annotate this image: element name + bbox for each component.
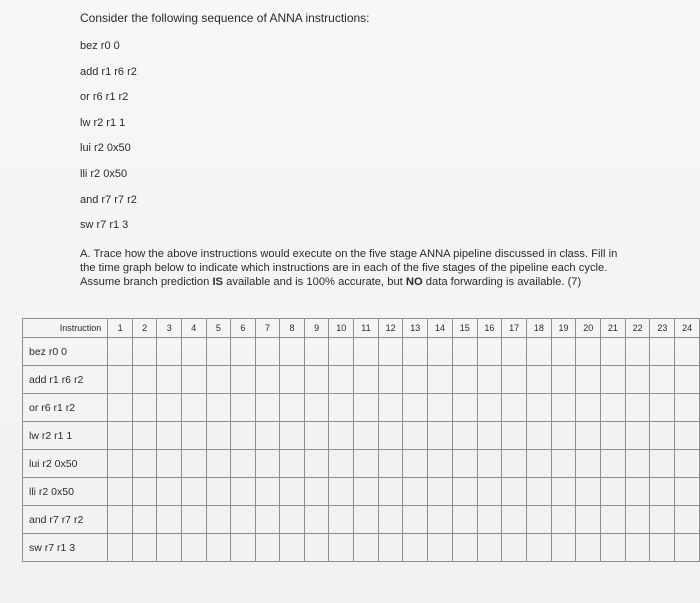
- question-is-bold: IS: [212, 275, 224, 288]
- instruction-line: lw r2 r1 1: [80, 116, 126, 129]
- cycle-header: 19: [551, 319, 576, 338]
- row-instruction-label: add r1 r6 r2: [23, 366, 108, 394]
- stage-cell[interactable]: [650, 394, 675, 422]
- stage-cell[interactable]: [428, 338, 453, 366]
- stage-cell[interactable]: [132, 394, 157, 422]
- table-row: [23, 506, 700, 534]
- stage-cell[interactable]: [452, 338, 477, 366]
- stage-cell[interactable]: [502, 534, 527, 562]
- stage-cell[interactable]: [108, 506, 133, 534]
- cycle-header: 11: [354, 319, 379, 338]
- stage-cell[interactable]: [650, 422, 675, 450]
- stage-cell[interactable]: [280, 338, 305, 366]
- cycle-header: 12: [378, 319, 403, 338]
- stage-cell[interactable]: [206, 478, 231, 506]
- stage-cell[interactable]: [502, 422, 527, 450]
- row-instruction-label: bez r0 0: [23, 338, 108, 366]
- stage-cell[interactable]: [576, 366, 601, 394]
- stage-cell[interactable]: [280, 366, 305, 394]
- stage-cell[interactable]: [255, 366, 280, 394]
- stage-cell[interactable]: [477, 422, 502, 450]
- stage-cell[interactable]: [625, 366, 650, 394]
- stage-cell[interactable]: [304, 394, 329, 422]
- stage-cell[interactable]: [255, 506, 280, 534]
- stage-cell[interactable]: [452, 366, 477, 394]
- stage-cell[interactable]: [601, 506, 626, 534]
- stage-cell[interactable]: [354, 534, 379, 562]
- stage-cell[interactable]: [304, 478, 329, 506]
- stage-cell[interactable]: [452, 450, 477, 478]
- stage-cell[interactable]: [132, 534, 157, 562]
- row-instruction-label: or r6 r1 r2: [23, 394, 108, 422]
- stage-cell[interactable]: [329, 338, 354, 366]
- stage-cell[interactable]: [526, 422, 551, 450]
- stage-cell[interactable]: [625, 478, 650, 506]
- stage-cell[interactable]: [551, 478, 576, 506]
- stage-cell[interactable]: [452, 506, 477, 534]
- stage-cell[interactable]: [403, 394, 428, 422]
- cycle-header: 7: [255, 319, 280, 338]
- stage-cell[interactable]: [157, 422, 182, 450]
- stage-cell[interactable]: [132, 366, 157, 394]
- stage-cell[interactable]: [132, 450, 157, 478]
- cycle-header: 13: [403, 319, 428, 338]
- stage-cell[interactable]: [304, 450, 329, 478]
- stage-cell[interactable]: [108, 534, 133, 562]
- stage-cell[interactable]: [576, 422, 601, 450]
- stage-cell[interactable]: [378, 534, 403, 562]
- stage-cell[interactable]: [601, 338, 626, 366]
- stage-cell[interactable]: [329, 394, 354, 422]
- instruction-line: lui r2 0x50: [80, 142, 131, 155]
- stage-cell[interactable]: [280, 394, 305, 422]
- stage-cell[interactable]: [304, 506, 329, 534]
- stage-cell[interactable]: [280, 422, 305, 450]
- stage-cell[interactable]: [255, 450, 280, 478]
- cycle-header: 8: [280, 319, 305, 338]
- stage-cell[interactable]: [378, 450, 403, 478]
- cycle-header: 17: [502, 319, 527, 338]
- stage-cell[interactable]: [576, 478, 601, 506]
- stage-cell[interactable]: [551, 534, 576, 562]
- stage-cell[interactable]: [157, 506, 182, 534]
- stage-cell[interactable]: [132, 478, 157, 506]
- stage-cell[interactable]: [231, 478, 256, 506]
- question-end: data forwarding is available. (7): [422, 275, 582, 288]
- stage-cell[interactable]: [231, 506, 256, 534]
- stage-cell[interactable]: [255, 422, 280, 450]
- stage-cell[interactable]: [477, 450, 502, 478]
- row-instruction-label: lw r2 r1 1: [23, 422, 108, 450]
- intro-text: Consider the following sequence of ANNA instructions:: [80, 11, 370, 25]
- stage-cell[interactable]: [231, 338, 256, 366]
- stage-cell[interactable]: [206, 534, 231, 562]
- stage-cell[interactable]: [329, 478, 354, 506]
- row-instruction-label: lui r2 0x50: [23, 450, 108, 478]
- stage-cell[interactable]: [452, 534, 477, 562]
- stage-cell[interactable]: [403, 450, 428, 478]
- stage-cell[interactable]: [477, 506, 502, 534]
- stage-cell[interactable]: [625, 338, 650, 366]
- stage-cell[interactable]: [650, 450, 675, 478]
- stage-cell[interactable]: [329, 450, 354, 478]
- stage-cell[interactable]: [255, 478, 280, 506]
- stage-cell[interactable]: [576, 506, 601, 534]
- stage-cell[interactable]: [452, 422, 477, 450]
- stage-cell[interactable]: [526, 338, 551, 366]
- question-no-bold: NO: [405, 275, 423, 288]
- cycle-header: 14: [428, 319, 453, 338]
- pipeline-table: [22, 318, 700, 562]
- cycle-header: 2: [132, 319, 157, 338]
- stage-cell[interactable]: [428, 506, 453, 534]
- stage-cell[interactable]: [231, 534, 256, 562]
- stage-cell[interactable]: [452, 478, 477, 506]
- stage-cell[interactable]: [329, 506, 354, 534]
- stage-cell[interactable]: [576, 338, 601, 366]
- stage-cell[interactable]: [403, 338, 428, 366]
- stage-cell[interactable]: [231, 450, 256, 478]
- stage-cell[interactable]: [231, 422, 256, 450]
- stage-cell[interactable]: [206, 366, 231, 394]
- stage-cell[interactable]: [428, 478, 453, 506]
- stage-cell[interactable]: [502, 450, 527, 478]
- stage-cell[interactable]: [329, 366, 354, 394]
- stage-cell[interactable]: [378, 422, 403, 450]
- stage-cell[interactable]: [675, 534, 700, 562]
- stage-cell[interactable]: [403, 478, 428, 506]
- stage-cell[interactable]: [157, 534, 182, 562]
- instruction-line: add r1 r6 r2: [80, 65, 137, 78]
- stage-cell[interactable]: [625, 394, 650, 422]
- stage-cell[interactable]: [157, 338, 182, 366]
- stage-cell[interactable]: [625, 534, 650, 562]
- cycle-header: 24: [675, 319, 700, 338]
- table-row: [23, 534, 700, 562]
- stage-cell[interactable]: [675, 422, 700, 450]
- question-part: A. Trace how the above instructions would execute on the five stage ANNA pipeline discussed in class. Fill in the time graph below to indicate which instructions are in each of the five stages of the pipeline each cycle. Assume branch prediction: [80, 248, 618, 288]
- cycle-header: 22: [625, 319, 650, 338]
- cycle-header: 10: [329, 319, 354, 338]
- instruction-line: lli r2 0x50: [80, 167, 128, 180]
- stage-cell[interactable]: [378, 506, 403, 534]
- question-text: [80, 248, 620, 289]
- row-instruction-label: sw r7 r1 3: [23, 534, 108, 562]
- stage-cell[interactable]: [182, 394, 207, 422]
- header-row: [23, 319, 700, 338]
- cycle-header: 15: [452, 319, 477, 338]
- stage-cell[interactable]: [477, 394, 502, 422]
- stage-cell[interactable]: [206, 422, 231, 450]
- stage-cell[interactable]: [329, 534, 354, 562]
- stage-cell[interactable]: [650, 366, 675, 394]
- stage-cell[interactable]: [280, 450, 305, 478]
- stage-cell[interactable]: [601, 366, 626, 394]
- stage-cell[interactable]: [428, 366, 453, 394]
- pipeline-time-graph: [22, 318, 700, 562]
- stage-cell[interactable]: [157, 450, 182, 478]
- stage-cell[interactable]: [132, 338, 157, 366]
- stage-cell[interactable]: [132, 506, 157, 534]
- cycle-header: 20: [576, 319, 601, 338]
- cycle-header: 5: [206, 319, 231, 338]
- stage-cell[interactable]: [675, 394, 700, 422]
- stage-cell[interactable]: [551, 338, 576, 366]
- stage-cell[interactable]: [182, 506, 207, 534]
- stage-cell[interactable]: [428, 422, 453, 450]
- row-instruction-label: and r7 r7 r2: [23, 506, 108, 534]
- instruction-line: sw r7 r1 3: [80, 219, 129, 232]
- stage-cell[interactable]: [551, 422, 576, 450]
- stage-cell[interactable]: [601, 478, 626, 506]
- stage-cell[interactable]: [576, 534, 601, 562]
- stage-cell[interactable]: [650, 534, 675, 562]
- stage-cell[interactable]: [477, 478, 502, 506]
- stage-cell[interactable]: [182, 338, 207, 366]
- stage-cell[interactable]: [477, 534, 502, 562]
- stage-cell[interactable]: [551, 394, 576, 422]
- stage-cell[interactable]: [428, 450, 453, 478]
- stage-cell[interactable]: [378, 394, 403, 422]
- stage-cell[interactable]: [354, 338, 379, 366]
- stage-cell[interactable]: [304, 366, 329, 394]
- cycle-header: 1: [108, 319, 133, 338]
- stage-cell[interactable]: [625, 506, 650, 534]
- cycle-header: 3: [157, 319, 182, 338]
- cycle-header: 18: [526, 319, 551, 338]
- stage-cell[interactable]: [108, 478, 133, 506]
- stage-cell[interactable]: [675, 338, 700, 366]
- stage-cell[interactable]: [675, 450, 700, 478]
- instruction-header: Instruction: [23, 319, 108, 338]
- stage-cell[interactable]: [526, 478, 551, 506]
- stage-cell[interactable]: [502, 394, 527, 422]
- stage-cell[interactable]: [378, 338, 403, 366]
- stage-cell[interactable]: [526, 506, 551, 534]
- stage-cell[interactable]: [304, 338, 329, 366]
- stage-cell[interactable]: [354, 506, 379, 534]
- stage-cell[interactable]: [304, 534, 329, 562]
- stage-cell[interactable]: [675, 366, 700, 394]
- stage-cell[interactable]: [428, 394, 453, 422]
- stage-cell[interactable]: [157, 394, 182, 422]
- stage-cell[interactable]: [182, 478, 207, 506]
- stage-cell[interactable]: [354, 450, 379, 478]
- stage-cell[interactable]: [255, 394, 280, 422]
- stage-cell[interactable]: [526, 366, 551, 394]
- stage-cell[interactable]: [280, 506, 305, 534]
- question-mid: available and is 100% accurate, but: [223, 275, 406, 288]
- stage-cell[interactable]: [650, 478, 675, 506]
- stage-cell[interactable]: [477, 366, 502, 394]
- stage-cell[interactable]: [255, 534, 280, 562]
- stage-cell[interactable]: [502, 366, 527, 394]
- stage-cell[interactable]: [502, 478, 527, 506]
- stage-cell[interactable]: [625, 422, 650, 450]
- stage-cell[interactable]: [354, 478, 379, 506]
- stage-cell[interactable]: [378, 366, 403, 394]
- stage-cell[interactable]: [182, 450, 207, 478]
- stage-cell[interactable]: [354, 366, 379, 394]
- stage-cell[interactable]: [526, 450, 551, 478]
- stage-cell[interactable]: [403, 506, 428, 534]
- stage-cell[interactable]: [601, 450, 626, 478]
- table-row: [23, 394, 700, 422]
- stage-cell[interactable]: [304, 422, 329, 450]
- table-row: [23, 450, 700, 478]
- cycle-header: 23: [650, 319, 675, 338]
- stage-cell[interactable]: [650, 338, 675, 366]
- instruction-list: [80, 39, 137, 244]
- stage-cell[interactable]: [108, 450, 133, 478]
- cycle-header: 6: [231, 319, 256, 338]
- stage-cell[interactable]: [108, 422, 133, 450]
- stage-cell[interactable]: [182, 366, 207, 394]
- stage-cell[interactable]: [576, 394, 601, 422]
- stage-cell[interactable]: [354, 394, 379, 422]
- stage-cell[interactable]: [108, 338, 133, 366]
- stage-cell[interactable]: [551, 450, 576, 478]
- stage-cell[interactable]: [403, 534, 428, 562]
- cycle-header: 4: [182, 319, 207, 338]
- instruction-line: and r7 r7 r2: [80, 193, 137, 206]
- table-row: [23, 478, 700, 506]
- stage-cell[interactable]: [157, 478, 182, 506]
- stage-cell[interactable]: [526, 534, 551, 562]
- table-row: [23, 366, 700, 394]
- stage-cell[interactable]: [132, 422, 157, 450]
- stage-cell[interactable]: [280, 478, 305, 506]
- stage-cell[interactable]: [206, 394, 231, 422]
- stage-cell[interactable]: [108, 394, 133, 422]
- stage-cell[interactable]: [182, 534, 207, 562]
- stage-cell[interactable]: [601, 394, 626, 422]
- table-row: [23, 338, 700, 366]
- stage-cell[interactable]: [182, 422, 207, 450]
- stage-cell[interactable]: [576, 450, 601, 478]
- stage-cell[interactable]: [231, 394, 256, 422]
- stage-cell[interactable]: [601, 422, 626, 450]
- stage-cell[interactable]: [551, 506, 576, 534]
- instruction-line: or r6 r1 r2: [80, 91, 129, 104]
- stage-cell[interactable]: [675, 478, 700, 506]
- stage-cell[interactable]: [378, 478, 403, 506]
- stage-cell[interactable]: [206, 338, 231, 366]
- stage-cell[interactable]: [650, 506, 675, 534]
- stage-cell[interactable]: [477, 338, 502, 366]
- cycle-header: 21: [601, 319, 626, 338]
- stage-cell[interactable]: [601, 534, 626, 562]
- cycle-header: 16: [477, 319, 502, 338]
- row-instruction-label: lli r2 0x50: [23, 478, 108, 506]
- stage-cell[interactable]: [403, 366, 428, 394]
- cycle-header: 9: [304, 319, 329, 338]
- table-row: [23, 422, 700, 450]
- stage-cell[interactable]: [551, 366, 576, 394]
- stage-cell[interactable]: [403, 422, 428, 450]
- stage-cell[interactable]: [329, 422, 354, 450]
- stage-cell[interactable]: [526, 394, 551, 422]
- stage-cell[interactable]: [354, 422, 379, 450]
- stage-cell[interactable]: [280, 534, 305, 562]
- stage-cell[interactable]: [452, 394, 477, 422]
- stage-cell[interactable]: [231, 366, 256, 394]
- stage-cell[interactable]: [206, 506, 231, 534]
- stage-cell[interactable]: [255, 338, 280, 366]
- stage-cell[interactable]: [428, 534, 453, 562]
- stage-cell[interactable]: [206, 450, 231, 478]
- stage-cell[interactable]: [108, 366, 133, 394]
- instruction-line: bez r0 0: [80, 40, 120, 52]
- stage-cell[interactable]: [675, 506, 700, 534]
- stage-cell[interactable]: [502, 506, 527, 534]
- stage-cell[interactable]: [502, 338, 527, 366]
- stage-cell[interactable]: [157, 366, 182, 394]
- stage-cell[interactable]: [625, 450, 650, 478]
